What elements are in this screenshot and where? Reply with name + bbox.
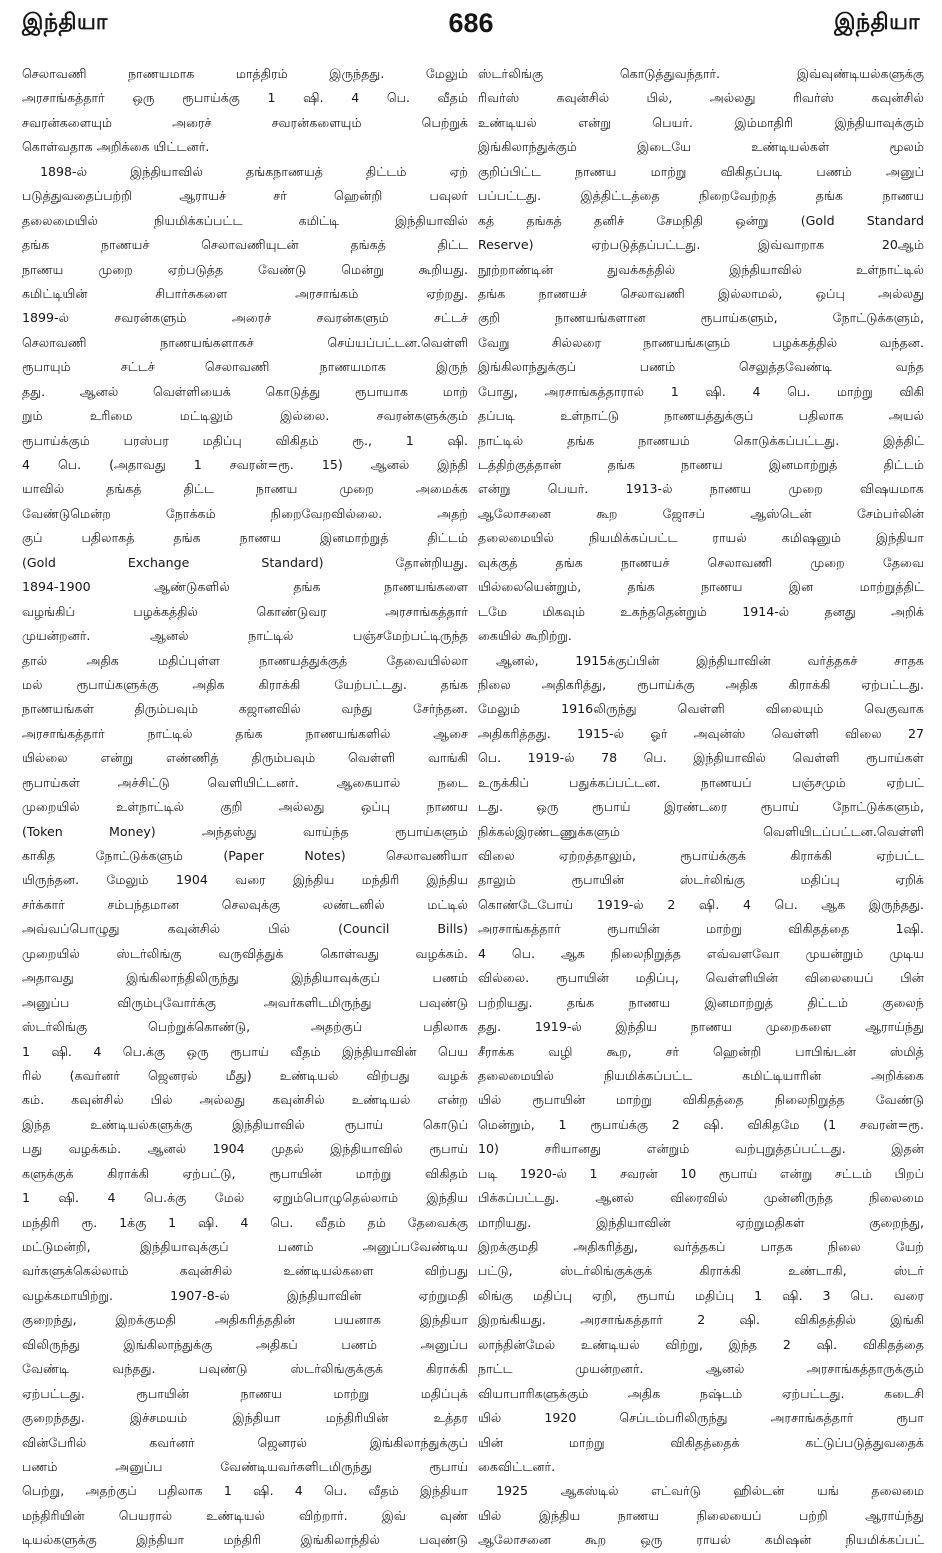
text-line: பட்டு, ஸ்டர்லிங்குக்குக் கிராக்கி உண்டாகி, ஸ்டர் [478, 1263, 924, 1279]
text-line: ரில் (கவர்னர் ஜெனரல் மீது) உண்டியல் விற்பது வழக் [22, 1067, 468, 1083]
text-line: பணம் அனுப்ப வேண்டியவர்களிடமிருந்து ரூபாய் [22, 1458, 468, 1474]
text-line: கைவிட்டனர். [478, 1458, 556, 1474]
text-line: கம். கவுன்சில் பில் அல்லது கவுன்சில் உண்டியல் என்ற [22, 1092, 468, 1108]
text-line: மந்திரியின் பெயரால் உண்டியல் விற்றார். இவ் வுண் [22, 1507, 468, 1523]
text-line: யின் மாற்று விகிதத்தைக் கட்டுப்படுத்துவதைக் [478, 1434, 924, 1450]
text-line: 1925 ஆகஸ்டில் எட்வர்டு ஹில்டன் யங் தலைமை [496, 1483, 924, 1499]
text-line: Reserve) ஏற்படுத்தப்பட்டது. இவ்வாறாக 20ஆம் [478, 237, 924, 253]
text-line: நாட்டில் தங்க நாணயம் கொடுக்கப்பட்டது. இத்திட் [478, 432, 924, 448]
text-line: குறிப்பிட்ட நாணய மாற்று விகிதப்படி பணம் அனுப் [478, 163, 924, 179]
text-line: சவரன்களையும் அரைச் சவரன்களையும் பெற்றுக் [22, 114, 468, 130]
text-line: உண்டியல் என்று பெயர். இம்மாதிரி இந்தியாவுக்கும் [478, 114, 924, 130]
text-line: யில் இந்திய நாணய நிலையைப் பற்றி ஆராய்ந்து [478, 1507, 924, 1523]
text-line: தது. ஆனல் வெள்ளியைக் கொடுத்து ரூபாயாக மாற் [22, 383, 468, 399]
text-line: குறைந்து, இறக்குமதி அதிகரித்ததின் பயனாக இந்தியா [22, 1312, 468, 1328]
text-line: யில்லை என்று எண்ணித் திரும்பவும் வெள்ளி வாங்கி [22, 750, 468, 766]
text-line: மென்றும், 1 ரூபாய்க்கு 2 ஷி. விகிதமே (1 சவரன்=ரூ. [478, 1116, 924, 1132]
text-line: 10) சரியானது என்றும் வற்புறுத்தப்பட்டது. இதன் [478, 1141, 924, 1157]
text-line: இறக்குமதி அதிகரித்து, வர்த்தகப் பாதக நிலை யேற் [478, 1239, 924, 1254]
text-line: இங்கிலாந்துக்குப் பணம் செலுத்தவேண்டி வந்த [478, 359, 924, 375]
text-line: 1894-1900 ஆண்டுகளில் தங்க நாணயங்களை [22, 579, 468, 595]
text-line: ஆலோசனை கூற ஒரு ராயல் கமிஷன் நியமிக்கப்பட் [478, 1532, 924, 1548]
text-line: 4 பெ. ஆக நிலைநிறுத்த எவ்வளவோ முயன்றும் முடிய [478, 945, 924, 961]
text-line: கத் தங்கத் தனிச் சேமநிதி ஒன்று (Gold Standard [478, 212, 924, 228]
text-line: 1899-ல் சவரன்களும் அரைச் சவரன்களும் சட்டச் [22, 310, 468, 326]
text-line: அவ்வப்பொழுது கவுன்சில் பில் (Council Bills) [22, 921, 468, 937]
text-line: வின்பேரில் கவர்னர் ஜெனரல் இங்கிலாந்துக்குப் [22, 1434, 468, 1450]
text-line: போது, அரசாங்கத்தாரால் 1 ஷி. 4 பெ. மாற்று விகி [478, 383, 924, 399]
text-line: கொள்வதாக அறிக்கை யிட்டனர். [22, 139, 210, 155]
text-line: யிருந்தன. மேலும் 1904 வரை இந்திய மந்திரி இந்திய [22, 872, 468, 888]
text-line: யில்லையென்றும், தங்க நாணய இன மாற்றுத்திட் [478, 579, 924, 595]
text-line: உருக்கிப் பதுக்கப்பட்டன. நாணயப் பஞ்சமும் ஏற்பட் [478, 774, 924, 790]
text-line: களுக்குக் கிராக்கி ஏற்பட்டு, ரூபாயின் மாற்று விகிதம் [22, 1165, 468, 1181]
text-line: அதிகரித்தது. 1915-ல் ஓர் அவுன்ஸ் வெள்ளி விலை 27 [478, 725, 924, 741]
text-line: டது. ஒரு ரூபாய் இரண்டரை ரூபாய் நோட்டுக்களும், [478, 799, 924, 815]
text-line: டமே மிகவும் உகந்ததென்றும் 1914-ல் தனது அறிக் [478, 603, 924, 619]
text-line: இந்த உண்டியல்களுக்கு இந்தியாவில் ரூபாய் கொடுப் [22, 1116, 468, 1132]
text-line: பப்பட்டது. இத்திட்டத்தை நிறைவேற்றத் தங்க நாணய [478, 188, 924, 204]
text-line: தப்படி உள்நாட்டு நாணயத்துக்குப் பதிலாக அயல் [478, 408, 924, 424]
text-line: கமிட்டியின் சிபார்சுகளை அரசாங்கம் ஏற்றது. [22, 285, 468, 301]
text-line: முயன்றனர். ஆனல் நாட்டில் பஞ்சமேற்பட்டிருந்த [22, 628, 468, 644]
text-line: பெ. 1919-ல் 78 பெ. இந்தியாவில் வெள்ளி ரூபாய்கள் [478, 750, 924, 766]
text-line: யில் 1920 செப்டம்பரிலிருந்து அரசாங்கத்தார் ரூபா [478, 1410, 924, 1426]
text-line: வில்லை. ரூபாயின் மதிப்பு, வெள்ளியின் விலையைப் பின் [478, 970, 924, 986]
text-line: முறையில் உள்நாட்டில் குறி அல்லது ஒப்பு நாணய [22, 799, 468, 815]
text-line: 1898-ல் இந்தியாவில் தங்கநாணயத் திட்டம் ஏற் [40, 163, 468, 179]
text-line: மேலும் 1916லிருந்து வெள்ளி விலையும் வெகுவாக [478, 701, 924, 717]
text-line: சீராக்க வழி கூற, சர் ஹென்றி பாபிங்டன் ஸ்மித் [478, 1043, 924, 1059]
text-line: தாலும் ரூபாயின் ஸ்டர்லிங்கு மதிப்பு ஏறிக் [478, 872, 924, 888]
text-line: இங்கிலாந்துக்கும் இடையே உண்டியல்கள் மூலம் [478, 139, 924, 155]
text-line: ரூபாயும் சட்டச் செலாவணி நாணயமாக இருந் [22, 359, 468, 375]
text-line: பிக்கப்பட்டது. ஆனல் விரைவில் முன்னிருந்த நிலைமை [478, 1190, 924, 1206]
text-line: தது. 1919-ல் இந்திய நாணய முறைகளை ஆராய்ந்து [478, 1019, 924, 1035]
text-line: ஸ்டர்லிங்கு பெற்றுக்கொண்டு, அதற்குப் பதிலாக [22, 1019, 468, 1035]
text-line: ஆலோசனை கூற ஜோசப் ஆஸ்டென் சேம்பர்லின் [478, 505, 924, 521]
text-line: டியல்களுக்கு இந்தியா மந்திரி இங்கிலாந்தில் பவுண்டு [22, 1532, 468, 1548]
text-line: (Gold Exchange Standard) தோன்றியது. [22, 554, 468, 570]
text-line: ரூபாய்க்கும் பரஸ்பர மதிப்பு விகிதம் ரூ., 1 ஷி. [22, 432, 468, 448]
text-line: காகித நோட்டுக்களும் (Paper Notes) செலாவணியா [22, 848, 468, 863]
text-line: றும் உரிமை மட்டிலும் இல்லை. சவரன்களுக்கும் [22, 408, 468, 424]
text-line: மட்டுமன்றி, இந்தியாவுக்குப் பணம் அனுப்பவேண்டிய [22, 1239, 468, 1254]
text-line: அரசாங்கத்தார் ஒரு ரூபாய்க்கு 1 ஷி. 4 பெ. வீதம் [22, 90, 468, 106]
text-line: நாட்ட முயன்றனர். ஆனல் அரசாங்கத்தாருக்கும் [478, 1361, 924, 1377]
text-line: செலாவணி நாணயமாக மாத்திரம் இருந்தது. மேலும் [22, 66, 468, 81]
text-line: விலை ஏற்றத்தாலும், ரூபாய்க்குக் கிராக்கி ஏற்பட்ட [478, 848, 924, 863]
right-column [478, 62, 924, 1548]
text-line: முறையில் ஸ்டர்லிங்கு வருவித்துக் கொள்வது வழக்கம். [22, 945, 468, 961]
text-line: தால் அதிக மதிப்புள்ள நாணயத்துக்குத் தேவையில்லா [22, 652, 468, 668]
text-line: இறங்கியது. அரசாங்கத்தார் 2 ஷி. விகிதத்தில் இங்கி [478, 1312, 924, 1328]
text-line: ஏற்பட்டது. ரூபாயின் நாணய மாற்று மதிப்புக் [22, 1385, 468, 1401]
text-line: குப் பதிலாகத் தங்க நாணய இனமாற்றுத் திட்டம் [22, 530, 468, 546]
text-line: பற்றியது. தங்க நாணய இனமாற்றுத் திட்டம் குலைந் [478, 994, 924, 1010]
text-line: சர்க்கார் சம்பந்தமான செலவுக்கு லண்டனில் மட்டில் [22, 896, 468, 912]
text-line: தங்க நாணயச் செலாவணி இல்லாமல், ஒப்பு அல்லது [478, 285, 924, 301]
text-line: நூற்றாண்டின் துவக்கத்தில் இந்தியாவில் உள்நாட்டில் [478, 261, 924, 277]
text-line: மந்திரி ரூ. 1க்கு 1 ஷி. 4 பெ. வீதம் தம் தேவைக்கு [22, 1214, 468, 1230]
running-title-right: இந்தியா [834, 10, 920, 35]
text-line: வழக்கமாயிற்று. 1907-8-ல் இந்தியாவின் ஏற்றுமதி [22, 1287, 468, 1303]
left-column [22, 62, 468, 1548]
text-line: லிங்கு மதிப்பு ஏறி, ரூபாய் மதிப்பு 1 ஷி. 3 பெ. வரை [478, 1287, 924, 1303]
text-line: தலைமையில் நியமிக்கப்பட்ட ராயல் கமிஷனும் இந்தியா [478, 530, 924, 546]
text-line: கொண்டேபோய் 1919-ல் 2 ஷி. 4 பெ. ஆக இருந்தது. [478, 896, 924, 912]
text-line: வேண்டுமென்ற நோக்கம் நிறைவேறவில்லை. அதற் [22, 505, 468, 521]
text-line: 1 ஷி. 4 பெ.க்கு ஒரு ரூபாய் வீதம் இந்தியாவின் பெய [22, 1043, 468, 1059]
page-number: 686 [448, 8, 494, 38]
text-line: நாணய முறை ஏற்படுத்த வேண்டு மென்று கூறியது. [22, 261, 468, 277]
text-line: வுக்குத் தங்க நாணயச் செலாவணி முறை தேவை [478, 554, 924, 570]
text-line: ஸ்டர்லிங்கு கொடுத்துவந்தார். இவ்வுண்டியல்களுக்கு [478, 66, 924, 81]
text-line: தங்க நாணயச் செலாவணியுடன் தங்கத் திட்ட [22, 237, 468, 253]
text-line: வழங்கிப் பழக்கத்தில் கொண்டுவர அரசாங்கத்தார் [22, 603, 468, 619]
text-line: டத்திற்குத்தான் தங்க நாணய இனமாற்றுத் திட்டம் [478, 457, 924, 472]
text-line: அனுப்ப விரும்புவோர்க்கு அவர்களிடமிருந்து பவுண்டு [22, 994, 468, 1010]
text-line: படுத்துவதைப்பற்றி ஆராயச் சர் ஹென்றி பவுலர் [22, 188, 468, 204]
text-line: யில் ரூபாயின் மாற்று விகிதத்தை நிலைநிறுத்த வேண்டு [478, 1092, 924, 1108]
page-header [22, 6, 920, 50]
text-line: 1 ஷி. 4 பெ.க்கு மேல் ஏறும்பொழுதெல்லாம் இந்திய [22, 1190, 468, 1206]
text-line: நாணயங்கள் திரும்பவும் கஜானவில் வந்து சேர்ந்தன. [22, 701, 468, 717]
text-line: (Token Money) அந்தஸ்து வாய்ந்த ரூபாய்களும் [22, 823, 468, 839]
text-line: அதாவது இங்கிலாந்திலிருந்து இந்தியாவுக்குப் பணம் [22, 970, 468, 986]
text-line: செலாவணி நாணயங்களாகச் செய்யப்பட்டன.வெள்ளி [22, 334, 468, 350]
text-line: விலிருந்து இங்கிலாந்துக்கு அதிகப் பணம் அனுப்ப [22, 1336, 468, 1352]
text-line: அரசாங்கத்தார் ரூபாயின் மாற்று விகிதத்தை 1ஷி. [478, 921, 924, 937]
text-line: வர்களுக்கெல்லாம் கவுன்சில் உண்டியல்களை விற்பது [22, 1263, 468, 1279]
text-line: பது வழக்கம். ஆனல் 1904 முதல் இந்தியாவில் ரூபாய் [22, 1141, 468, 1157]
text-line: நிலை அதிகரித்து, ரூபாய்க்கு அதிக கிராக்கி ஏற்பட்டது. [478, 676, 924, 692]
text-line: குறைந்தது. இச்சமயம் இந்தியா மந்திரியின் உத்தர [22, 1410, 468, 1426]
text-line: யாவில் தங்கத் திட்ட நாணய முறை அமைக்க [22, 481, 468, 497]
text-line: தலைமையில் நியமிக்கப்பட்ட கமிட்டி இந்தியாவில் [22, 212, 468, 228]
text-line: மாறியது. இந்தியாவின் ஏற்றுமதிகள் குறைந்து, [478, 1214, 924, 1230]
text-line: அரசாங்கத்தார் நாட்டில் தங்க நாணயங்களில் ஆசை [22, 725, 468, 741]
text-line: 4 பெ. (அதாவது 1 சவரன்=ரூ. 15) ஆனல் இந்தி [22, 457, 468, 472]
text-line: ரிவர்ஸ் கவுன்சில் பில், அல்லது ரிவர்ஸ் கவுன்சில் [478, 90, 924, 106]
text-line: வியாபாரிகளுக்கும் அதிக நஷ்டம் ஏற்பட்டது. கடைசி [478, 1385, 924, 1401]
running-title-left: இந்தியா [22, 10, 108, 35]
text-line: நிக்கல்இரண்டணுக்களும் வெளியிடப்பட்டன.வெள்ளி [478, 823, 924, 839]
text-line: பெற்று, அதற்குப் பதிலாக 1 ஷி. 4 பெ. வீதம் இந்தியா [22, 1483, 468, 1499]
text-line: வேறு சில்லரை நாணயங்களும் பழக்கத்தில் வந்தன. [478, 334, 924, 350]
text-line: ரூபாய்கள் அச்சிட்டு வெளியிட்டனர். ஆகையால் நடை [22, 774, 468, 790]
text-line: மல் ரூபாய்களுக்கு அதிக கிராக்கி யேற்பட்டது. தங்க [22, 676, 468, 692]
text-line: தலைமையில் நியமிக்கப்பட்ட கமிட்டியாரின் அறிக்கை [478, 1067, 924, 1083]
text-line: கையில் கூறிற்று. [478, 628, 572, 644]
text-line: ஆனல், 1915க்குப்பின் இந்தியாவின் வர்த்தகச் சாதக [496, 652, 924, 668]
text-line: குறி நாணயங்களான ரூபாய்களும், நோட்டுக்களும், [478, 310, 924, 326]
text-line: வேண்டி வந்தது. பவுண்டு ஸ்டர்லிங்குக்குக் கிராக்கி [22, 1361, 468, 1377]
text-line: படி 1920-ல் 1 சவரன் 10 ரூபாய் என்று சட்டம் பிறப் [478, 1165, 924, 1181]
text-line: என்று பெயர். 1913-ல் நாணய முறை விஷயமாக [478, 481, 924, 497]
text-line: லாந்தின்மேல் உண்டியல் விற்று, இந்த 2 ஷி. விகிதத்தை [478, 1336, 924, 1352]
